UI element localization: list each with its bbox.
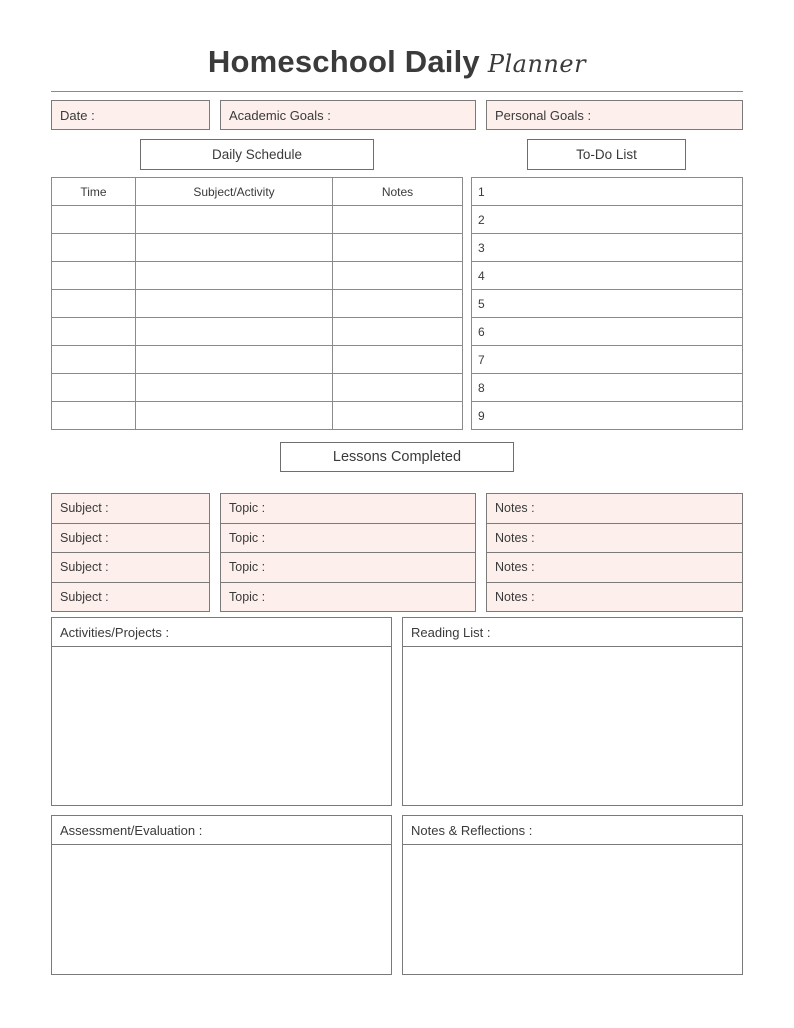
title-script: Planner	[487, 50, 587, 78]
schedule-row	[52, 318, 463, 346]
schedule-notes-cell[interactable]	[333, 318, 463, 346]
schedule-subject-cell[interactable]	[136, 234, 333, 262]
schedule-time-cell[interactable]	[52, 234, 136, 262]
lesson-subject-label: Subject :	[60, 530, 109, 545]
lesson-topic-label: Topic :	[229, 589, 266, 604]
lesson-notes-label: Notes :	[495, 501, 535, 516]
todo-row[interactable]	[472, 262, 743, 290]
academic-goals-label: Academic Goals :	[229, 107, 331, 123]
notes-column	[486, 493, 743, 612]
todo-row[interactable]	[472, 206, 743, 234]
schedule-subject-cell[interactable]	[136, 262, 333, 290]
activities-panel[interactable]	[51, 617, 392, 806]
schedule-col-notes: Notes	[333, 178, 463, 206]
schedule-notes-cell[interactable]	[333, 206, 463, 234]
academic-goals-field[interactable]	[220, 100, 476, 130]
lesson-notes-label: Notes :	[495, 560, 535, 575]
lesson-topic-label: Topic :	[229, 530, 266, 545]
lesson-notes-field[interactable]	[486, 493, 743, 523]
schedule-subject-cell[interactable]	[136, 346, 333, 374]
schedule-notes-cell[interactable]	[333, 374, 463, 402]
date-label: Date :	[60, 107, 95, 123]
lesson-notes-field[interactable]	[486, 582, 743, 613]
schedule-notes-cell[interactable]	[333, 402, 463, 430]
lesson-notes-field[interactable]	[486, 523, 743, 553]
todo-number: 7	[472, 346, 743, 374]
schedule-row	[52, 262, 463, 290]
lesson-subject-label: Subject :	[60, 560, 109, 575]
schedule-notes-cell[interactable]	[333, 234, 463, 262]
personal-goals-label: Personal Goals :	[495, 107, 592, 123]
lesson-subject-field[interactable]	[51, 523, 210, 553]
page-title	[0, 44, 794, 80]
topic-column	[220, 493, 476, 612]
schedule-row	[52, 290, 463, 318]
daily-schedule-heading: Daily Schedule	[140, 139, 374, 170]
todo-row[interactable]	[472, 346, 743, 374]
schedule-subject-cell[interactable]	[136, 290, 333, 318]
schedule-notes-cell[interactable]	[333, 262, 463, 290]
schedule-subject-cell[interactable]	[136, 402, 333, 430]
schedule-col-time: Time	[52, 178, 136, 206]
todo-number: 5	[472, 290, 743, 318]
schedule-notes-cell[interactable]	[333, 290, 463, 318]
lesson-subject-label: Subject :	[60, 589, 109, 604]
todo-number: 3	[472, 234, 743, 262]
todo-number: 6	[472, 318, 743, 346]
schedule-table	[51, 177, 463, 430]
lesson-subject-field[interactable]	[51, 493, 210, 523]
lesson-topic-field[interactable]	[220, 523, 476, 553]
schedule-subject-cell[interactable]	[136, 374, 333, 402]
todo-number: 1	[472, 178, 743, 206]
lessons-completed-heading: Lessons Completed	[280, 442, 514, 472]
schedule-row	[52, 234, 463, 262]
schedule-time-cell[interactable]	[52, 402, 136, 430]
lesson-topic-field[interactable]	[220, 493, 476, 523]
subject-column	[51, 493, 210, 612]
lesson-topic-label: Topic :	[229, 501, 266, 516]
title-main: Homeschool Daily	[207, 44, 480, 79]
schedule-time-cell[interactable]	[52, 318, 136, 346]
lesson-notes-label: Notes :	[495, 530, 535, 545]
lesson-topic-field[interactable]	[220, 582, 476, 613]
schedule-row	[52, 346, 463, 374]
schedule-notes-cell[interactable]	[333, 346, 463, 374]
lesson-notes-label: Notes :	[495, 589, 535, 604]
schedule-row	[52, 402, 463, 430]
title-divider	[51, 91, 743, 92]
todo-row[interactable]	[472, 402, 743, 430]
reflections-panel[interactable]	[402, 815, 743, 975]
lesson-topic-field[interactable]	[220, 552, 476, 582]
todo-row[interactable]	[472, 234, 743, 262]
schedule-subject-cell[interactable]	[136, 206, 333, 234]
activities-label: Activities/Projects :	[52, 618, 391, 647]
todo-list-heading: To-Do List	[527, 139, 686, 170]
schedule-row	[52, 206, 463, 234]
schedule-col-subject: Subject/Activity	[136, 178, 333, 206]
schedule-header-row	[52, 178, 463, 206]
schedule-time-cell[interactable]	[52, 290, 136, 318]
schedule-time-cell[interactable]	[52, 206, 136, 234]
lesson-subject-label: Subject :	[60, 501, 109, 516]
lesson-subject-field[interactable]	[51, 552, 210, 582]
reflections-label: Notes & Reflections :	[403, 816, 742, 845]
schedule-row	[52, 374, 463, 402]
lesson-topic-label: Topic :	[229, 560, 266, 575]
todo-number: 9	[472, 402, 743, 430]
date-field[interactable]	[51, 100, 210, 130]
reading-list-panel[interactable]	[402, 617, 743, 806]
todo-row[interactable]	[472, 178, 743, 206]
todo-number: 4	[472, 262, 743, 290]
reading-list-label: Reading List :	[403, 618, 742, 647]
personal-goals-field[interactable]	[486, 100, 743, 130]
schedule-subject-cell[interactable]	[136, 318, 333, 346]
schedule-time-cell[interactable]	[52, 374, 136, 402]
todo-row[interactable]	[472, 290, 743, 318]
schedule-time-cell[interactable]	[52, 262, 136, 290]
schedule-time-cell[interactable]	[52, 346, 136, 374]
assessment-label: Assessment/Evaluation :	[52, 816, 391, 845]
assessment-panel[interactable]	[51, 815, 392, 975]
lesson-notes-field[interactable]	[486, 552, 743, 582]
todo-number: 2	[472, 206, 743, 234]
lesson-subject-field[interactable]	[51, 582, 210, 613]
todo-row[interactable]	[472, 374, 743, 402]
todo-row[interactable]	[472, 318, 743, 346]
todo-table	[471, 177, 743, 430]
todo-number: 8	[472, 374, 743, 402]
